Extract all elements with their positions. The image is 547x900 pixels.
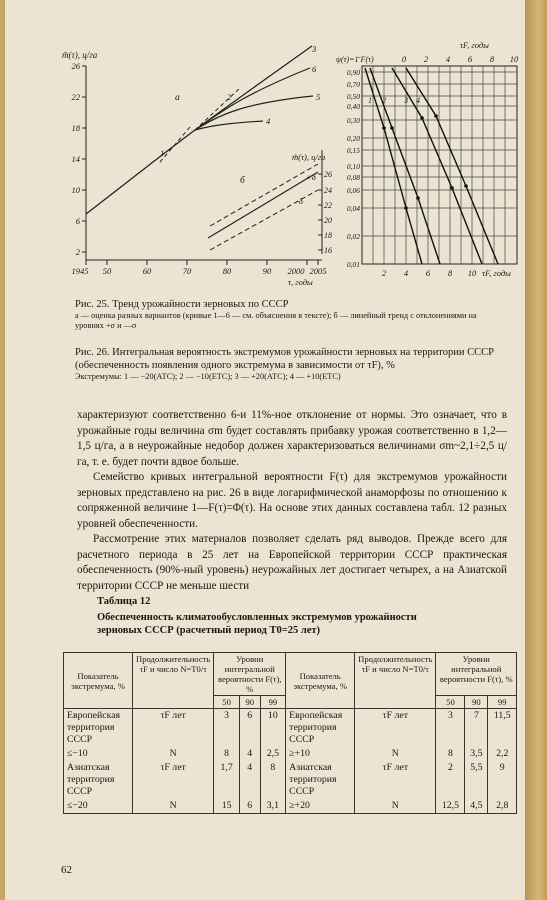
table-cell: 4,5 [465,799,488,814]
bottom-tick: 8 [447,268,453,278]
table-cell: 6 [239,709,260,748]
fig26-point [416,196,420,200]
col-header-indicator: Показатель экстремума, % [286,653,355,709]
table-row [64,747,517,761]
body-text [77,408,507,594]
table-cell: Азиатская территория СССР [286,761,355,799]
x-tick: 60 [142,266,152,276]
col-header-indicator: Показатель экстремума, % [64,653,133,709]
inset-y-tick-marks [318,174,322,250]
inset-y-tick: 20 [324,216,332,225]
x-tick: 1945 [71,266,89,276]
fig26-curve-label: 4 [416,96,420,105]
panel-label-a: а [175,93,180,103]
inset-curve-label: -δ [296,196,303,206]
table-cell: N [133,799,214,814]
table-cell: 2,2 [488,747,517,761]
y-tick: 0,70 [346,80,360,89]
y-tick: 10 [71,185,80,195]
table-cell: ≥+10 [286,747,355,761]
bottom-tick: 4 [403,268,409,278]
y-tick: 0,50 [346,92,360,101]
paragraph: характеризуют соответственно 6-и 11%-ное отклонение от нормы. Это означает, что в урожайные годы величина σm будет составлять прибавку урожая соответственно в 1,2—1,5 ц/га, а в неурожайные недобор должен характеризоваться величинами σm~2,1÷2,5 ц/га, т. е. будет почти вдвое больше. [77,409,507,468]
x-tick: 2000 [287,266,305,276]
table-title: Обеспеченность климатообусловленных экстремумов урожайности зерновых СССР (расчетный период T0=25 лет) [97,612,417,636]
y-tick: 0,40 [346,102,360,111]
table-cell: 12,5 [436,799,465,814]
table-row [64,761,517,799]
level-header: 99 [488,696,517,709]
figure-26 [332,38,522,288]
table-cell: τF лет [133,761,214,799]
table-cell: Европейская территория СССР [286,709,355,748]
level-header: 90 [239,696,260,709]
inset-curve-label: +δ [306,172,316,182]
curve-label: 6 [312,64,317,74]
col-header-levels: Уровни интегральной вероятности F(τ), % [436,653,517,696]
level-header: 50 [436,696,465,709]
table-row [64,799,517,814]
curve-label: 4 [266,116,271,126]
y-tick: 0,15 [346,146,360,155]
fig26-point [434,114,438,118]
inset-plus-sigma [210,164,318,226]
table-cell: 10 [260,709,286,748]
curve-3 [86,46,312,214]
table-cell: 15 [214,799,240,814]
table-cell: τF лет [355,709,436,748]
caption-title: Рис. 25. Тренд урожайности зерновых по СССР [75,299,289,310]
x-tick: 70 [182,266,192,276]
y-tick: 0,90 [346,68,360,77]
fig26-bottom-label: τF, годы [482,268,511,278]
fig26-curve-label: 2 [382,96,386,105]
table-cell: 3 [214,709,240,748]
y-tick: 0,10 [346,162,360,171]
inset-y-tick: 24 [324,186,332,195]
inset-y-tick: 26 [324,170,332,179]
table-cell: N [355,799,436,814]
table-cell: 9 [488,761,517,799]
table-cell: 4 [239,747,260,761]
caption-fig25 [75,298,505,332]
x-tick: 90 [262,266,272,276]
inset-y-label: m̃(τ), ц/га [292,152,326,162]
x-tick: 50 [102,266,112,276]
table-cell: 3 [436,709,465,748]
book-page [5,0,525,900]
level-header: 99 [260,696,286,709]
fig25-x-tick-marks [86,260,318,265]
fig26-curve-label: 3 [404,96,408,105]
table-label: Таблица 12 [97,596,151,607]
fig26-point [450,186,454,190]
table-cell: ≥+20 [286,799,355,814]
top-tick: 2 [423,54,429,64]
table-row [64,709,517,748]
inset-y-tick: 18 [324,231,332,240]
table-cell: 8 [436,747,465,761]
level-header: 90 [465,696,488,709]
table-cell: 2,5 [260,747,286,761]
table-cell: N [133,747,214,761]
y-tick: 26 [71,61,80,71]
book-edge [525,0,547,900]
caption-title: Рис. 26. Интегральная вероятность экстремумов урожайности зерновых на территории СССР (обеспеченность появления одного экстремума в зависимости от τF), % [75,347,494,372]
level-header: 50 [214,696,240,709]
curve-label: 3 [312,44,317,54]
y-tick: 0,08 [346,173,360,182]
paragraph: Семейство кривых интегральной вероятности F(τ) для экстремумов урожайности зерновых представлено на рис. 26 в виде логарифмической анаморфозы по отношению к сопряженной величине 1—F(τ)=Φ(τ). На основе этих данных составлена табл. 12 разных уровней обеспеченности. [77,471,507,530]
x-tick: 80 [222,266,232,276]
inset-y-tick: 16 [324,246,332,255]
top-tick: 8 [489,54,495,64]
x-tick: 2005 [309,266,327,276]
table-cell: Азиатская территория СССР [64,761,133,799]
y-tick: 0,20 [346,134,360,143]
caption-note: а — оценка разных вариантов (кривые 1—6 — см. объяснения в тексте); б — линейный тренд с отклонениями на уровнях +σ и —σ [75,311,477,331]
col-header-duration: Продолжительность τF и число N=T0/τ [355,653,436,709]
fig26-point [404,206,408,210]
curve-label: 2 [227,92,232,102]
y-tick: 0,01 [346,260,360,269]
table-cell: 3,1 [260,799,286,814]
col-header-duration: Продолжительность τF и число N=T0/τ [133,653,214,709]
table-cell: ≤−10 [64,747,133,761]
y-tick: 2 [75,247,80,257]
top-tick: 10 [509,54,519,64]
table-cell: N [355,747,436,761]
table-cell: 2 [436,761,465,799]
page-number: 62 [61,864,72,876]
panel-label-b: б [240,176,245,186]
y-tick: 22 [71,92,80,102]
bottom-tick: 10 [467,268,477,278]
fig26-curve-label: 1 [368,96,372,105]
table-cell: 3,5 [465,747,488,761]
fig26-y-label: ψ(τ)=1̄ F(τ) [336,55,374,64]
data-table [63,652,517,814]
top-tick: 4 [445,54,451,64]
table-cell: 6 [239,799,260,814]
table-cell: 8 [214,747,240,761]
fig26-top-axis-label: τF, годы [460,40,489,50]
caption-fig26 [75,346,505,383]
y-tick: 0,04 [346,204,360,213]
figure-25 [60,38,330,288]
fig26-point [390,126,394,130]
table-cell: 8 [260,761,286,799]
fig26-point [420,116,424,120]
bottom-tick: 2 [381,268,387,278]
curve-label: 5 [316,92,321,102]
col-header-levels: Уровни интегральной вероятности F(τ), % [214,653,286,696]
table-cell: Европейская территория СССР [64,709,133,748]
curve-1 [160,127,190,162]
table-cell: 4 [239,761,260,799]
y-tick: 0,06 [346,186,360,195]
table-cell: 2,8 [488,799,517,814]
caption-note: Экстремумы: 1 — −20(АТС); 2 — −10(ЕТС); 3 — +20(АТС); 4 — +10(ЕТС) [75,372,341,382]
y-tick: 0,02 [346,232,360,241]
y-tick: 0,30 [346,116,360,125]
fig26-point [382,126,386,130]
y-tick: 14 [71,154,80,164]
y-tick: 6 [75,216,80,226]
fig26-point [464,184,468,188]
top-tick: 0 [401,54,407,64]
paragraph: Рассмотрение этих материалов позволяет сделать ряд выводов. Прежде всего для расчетного периода в 25 лет на Европейской территории СССР практическая обеспеченность (90%-ный уровень) неурожайных лет достигает четырех, а на Азиатской территории СССР не меньше шести [77,533,507,592]
table-cell: ≤−20 [64,799,133,814]
top-tick: 6 [467,54,473,64]
bottom-tick: 6 [425,268,431,278]
y-tick: 18 [71,123,80,133]
fig25-y-tick-marks [82,66,86,252]
table-cell: τF лет [133,709,214,748]
inset-y-tick: 22 [324,201,332,210]
table-cell: 11,5 [488,709,517,748]
table-cell: τF лет [355,761,436,799]
table-cell: 7 [465,709,488,748]
table-cell: 1,7 [214,761,240,799]
fig25-y-label: m̄(τ), ц/га [62,50,98,60]
fig25-x-label: τ, годы [288,277,313,287]
table-header-row [64,653,517,696]
table-cell: 5,5 [465,761,488,799]
curve-label: 1 [160,148,165,158]
